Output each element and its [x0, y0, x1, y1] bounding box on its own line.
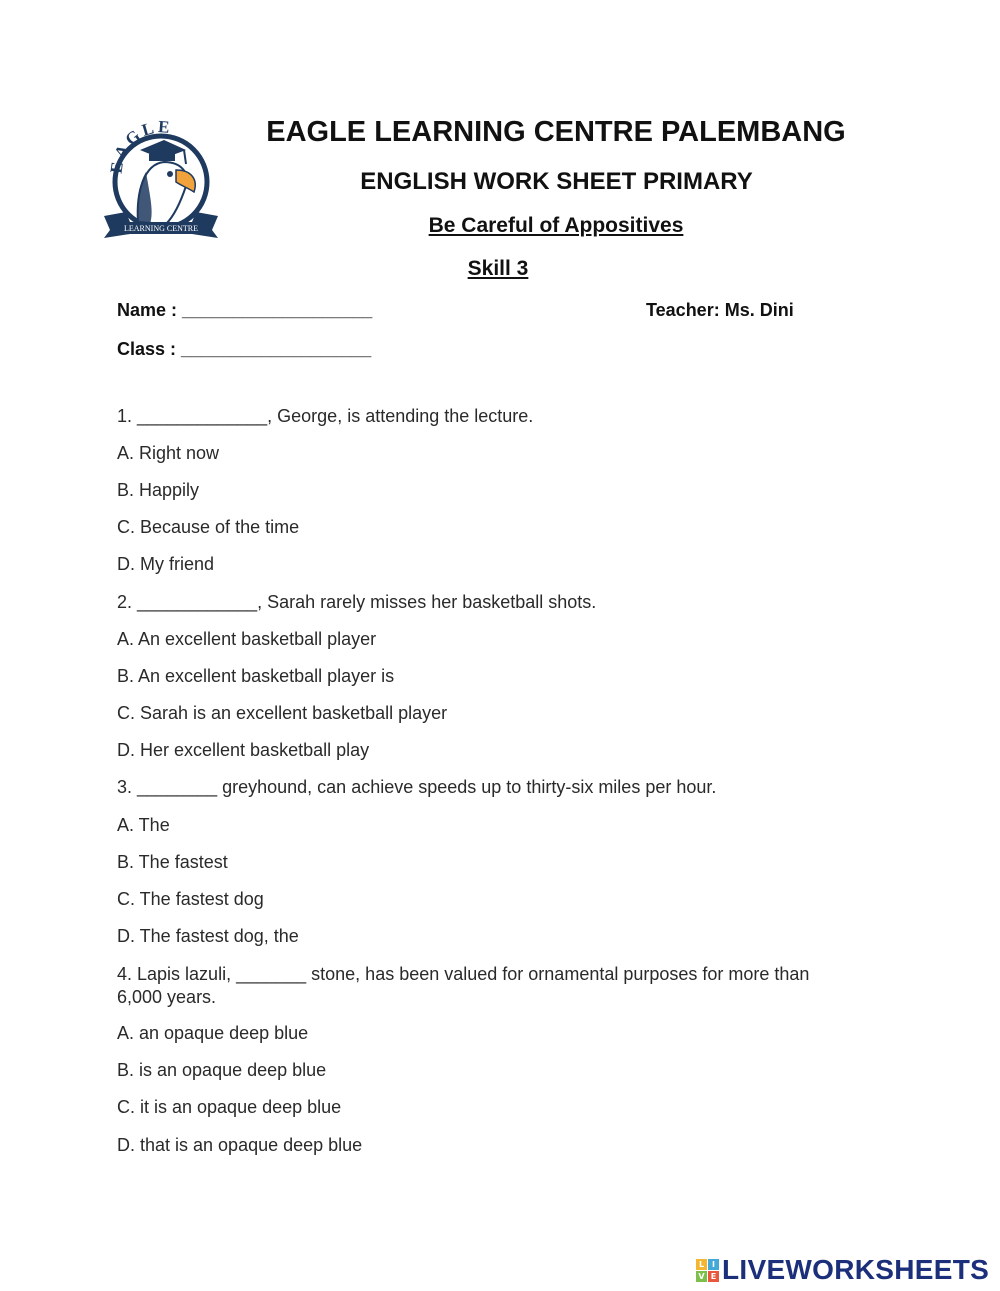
option-1a[interactable]: A. Right now: [117, 443, 220, 463]
question-1: 1. _____________, George, is attending the lecture.: [117, 406, 534, 426]
option-3a[interactable]: A. The: [117, 815, 170, 835]
liveworksheets-logo-icon: L I V E: [696, 1259, 719, 1282]
option-4b[interactable]: B. is an opaque deep blue: [117, 1060, 327, 1080]
logo-text-top: EAGLE: [106, 117, 174, 175]
option-3b[interactable]: B. The fastest: [117, 852, 228, 872]
question-2: 2. ____________, Sarah rarely misses her basketball shots.: [117, 592, 597, 612]
class-field[interactable]: Class : ___________________: [117, 339, 372, 359]
teacher-label: Teacher: Ms. Dini: [646, 300, 794, 320]
option-2d[interactable]: D. Her excellent basketball play: [117, 740, 370, 760]
option-2a[interactable]: A. An excellent basketball player: [117, 629, 377, 649]
brand-text: LIVEWORKSHEETS: [722, 1254, 990, 1285]
option-4c[interactable]: C. it is an opaque deep blue: [117, 1097, 342, 1117]
option-2c[interactable]: C. Sarah is an excellent basketball player: [117, 703, 448, 723]
topic-title: Be Careful of Appositives: [428, 214, 684, 237]
option-1b[interactable]: B. Happily: [117, 480, 200, 500]
liveworksheets-brand[interactable]: [696, 1252, 989, 1288]
school-title: EAGLE LEARNING CENTRE PALEMBANG: [266, 116, 846, 148]
option-2b[interactable]: B. An excellent basketball player is: [117, 666, 395, 686]
name-field[interactable]: Name : ___________________: [117, 300, 373, 320]
option-3c[interactable]: C. The fastest dog: [117, 889, 264, 909]
option-3d[interactable]: D. The fastest dog, the: [117, 926, 299, 946]
option-4a[interactable]: A. an opaque deep blue: [117, 1023, 309, 1043]
option-1d[interactable]: D. My friend: [117, 554, 215, 574]
question-3: 3. ________ greyhound, can achieve speeds up to thirty-six miles per hour.: [117, 777, 717, 797]
skill-title: Skill 3: [467, 257, 529, 280]
option-4d[interactable]: D. that is an opaque deep blue: [117, 1135, 363, 1155]
option-1c[interactable]: C. Because of the time: [117, 517, 300, 537]
logo-text-bottom: LEARNING CENTRE: [124, 224, 198, 233]
worksheet-subtitle: ENGLISH WORK SHEET PRIMARY: [360, 168, 753, 195]
question-4: 4. Lapis lazuli, _______ stone, has been valued for ornamental purposes for more than 6,000 years.: [117, 964, 810, 1007]
